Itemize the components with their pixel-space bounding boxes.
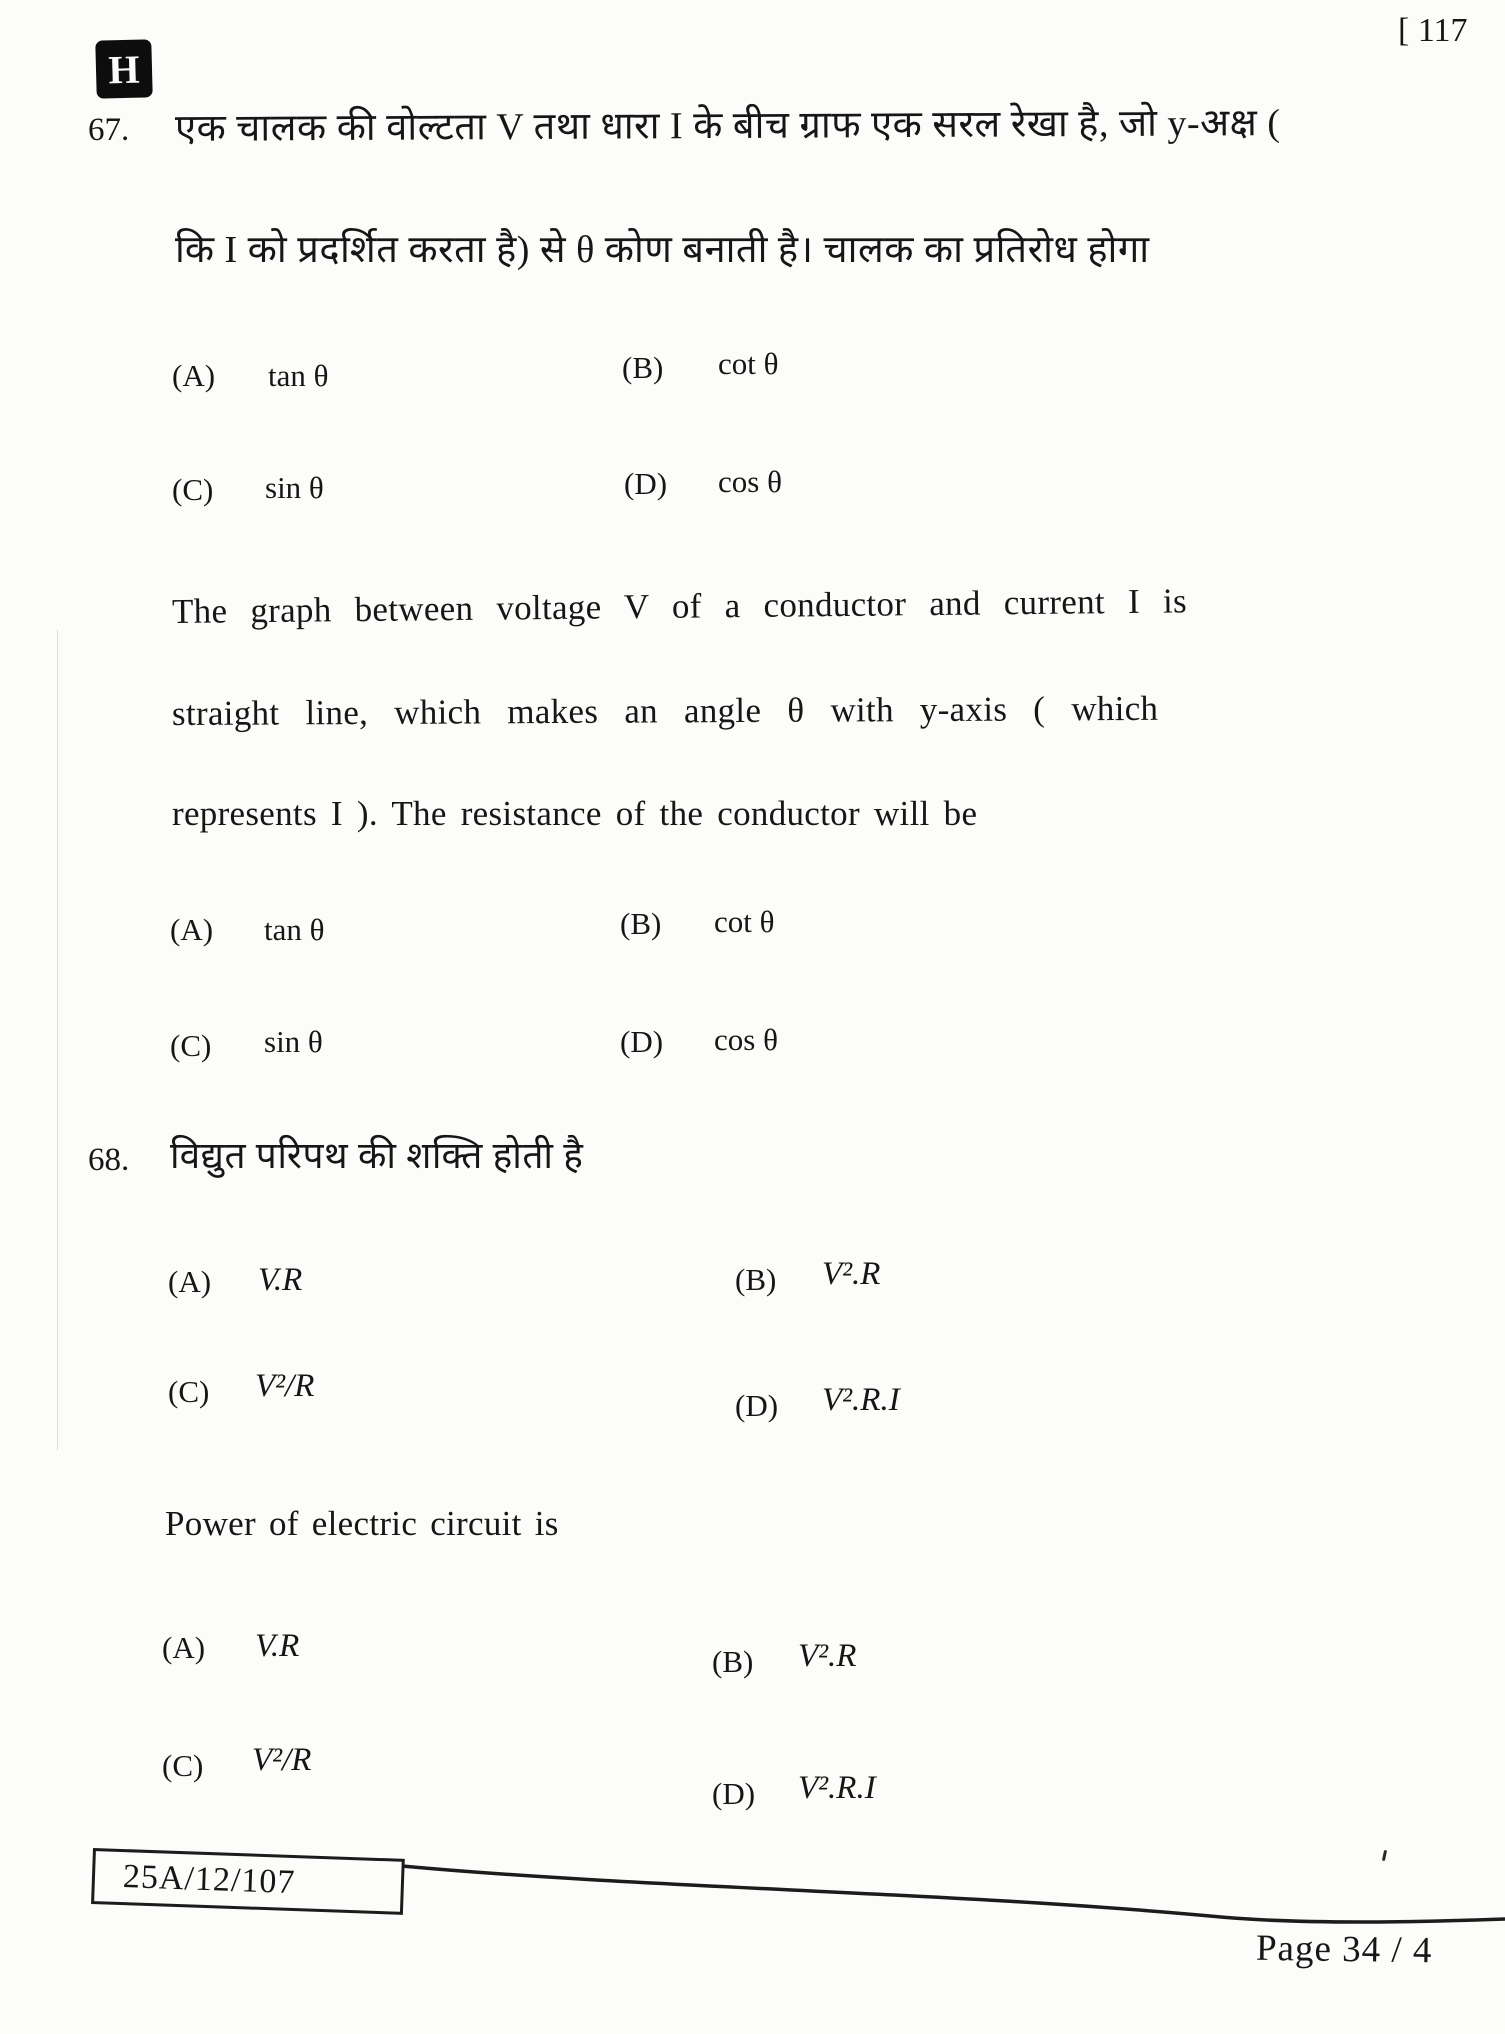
q67-en-option-b-label: (B) (620, 906, 662, 941)
q68-en-option-c-label: (C) (162, 1748, 204, 1783)
q67-hi-option-b-value: cot θ (718, 346, 779, 381)
q68-hi-option-c-label: (C) (168, 1374, 210, 1409)
q68-hi-option-d-label: (D) (735, 1388, 779, 1423)
q67-hi-option-a-label: (A) (172, 358, 216, 393)
q67-en-option-b-value: cot θ (714, 904, 775, 939)
q68-en-option-b-value: V².R (798, 1638, 857, 1674)
language-badge-letter: H (107, 46, 141, 92)
question-67-english-line2: straight line, which makes an angle θ with y-axis ( which (171, 688, 1159, 733)
q67-hi-option-d-value: cos θ (718, 464, 782, 499)
q67-hi-option-b-label: (B) (622, 350, 664, 385)
q68-en-option-c-value: V²/R (252, 1742, 312, 1778)
q68-hi-option-a-value: V.R (258, 1262, 303, 1298)
question-67-hindi-line2: कि I को प्रदर्शित करता है) से θ कोण बनाती है। चालक का प्रतिरोध होगा (175, 229, 1150, 271)
q67-en-option-a-label: (A) (170, 912, 214, 947)
q68-hi-option-d-value: V².R.I (822, 1382, 900, 1418)
question-67-english-line1: The graph between voltage V of a conductor and current I is (171, 581, 1188, 631)
q68-en-option-d-value: V².R.I (798, 1770, 876, 1806)
q68-hi-option-b-value: V².R (822, 1256, 881, 1292)
q67-en-option-d-value: cos θ (714, 1022, 778, 1057)
question-68-english-line1: Power of electric circuit is (165, 1504, 559, 1543)
q67-hi-option-c-value: sin θ (265, 470, 324, 505)
scan-edge-artifact (57, 630, 58, 1450)
q67-hi-option-d-label: (D) (624, 466, 668, 501)
q68-hi-option-a-label: (A) (168, 1264, 212, 1299)
q67-en-option-a-value: tan θ (264, 912, 325, 947)
question-67-number: 67. (88, 112, 130, 148)
language-badge-h (95, 39, 152, 98)
q68-en-option-b-label: (B) (712, 1644, 754, 1679)
q68-en-option-d-label: (D) (712, 1776, 756, 1811)
q67-hi-option-c-label: (C) (172, 472, 214, 507)
page-corner-marker: [ 117 (1398, 12, 1468, 49)
q67-en-option-c-value: sin θ (264, 1024, 323, 1059)
question-67-english-line3: represents I ). The resistance of the conductor will be (172, 794, 978, 833)
page-indicator: Page 34 / 4 (1255, 1927, 1433, 1972)
q67-hi-option-a-value: tan θ (268, 358, 329, 393)
q68-hi-option-b-label: (B) (735, 1262, 777, 1297)
q68-en-option-a-label: (A) (162, 1630, 206, 1665)
q68-en-option-a-value: V.R (255, 1628, 300, 1664)
q68-hi-option-c-value: V²/R (255, 1368, 315, 1404)
booklet-code: 25A/12/107 (122, 1858, 297, 1902)
question-68-number: 68. (88, 1142, 130, 1178)
q67-en-option-c-label: (C) (170, 1028, 212, 1063)
q67-en-option-d-label: (D) (620, 1024, 664, 1059)
question-67-hindi-line1: एक चालक की वोल्टता V तथा धारा I के बीच ग्राफ एक सरल रेखा है, जो y-अक्ष ( (174, 102, 1281, 150)
question-68-hindi-line1: विद्युत परिपथ की शक्ति होती है (170, 1136, 584, 1177)
